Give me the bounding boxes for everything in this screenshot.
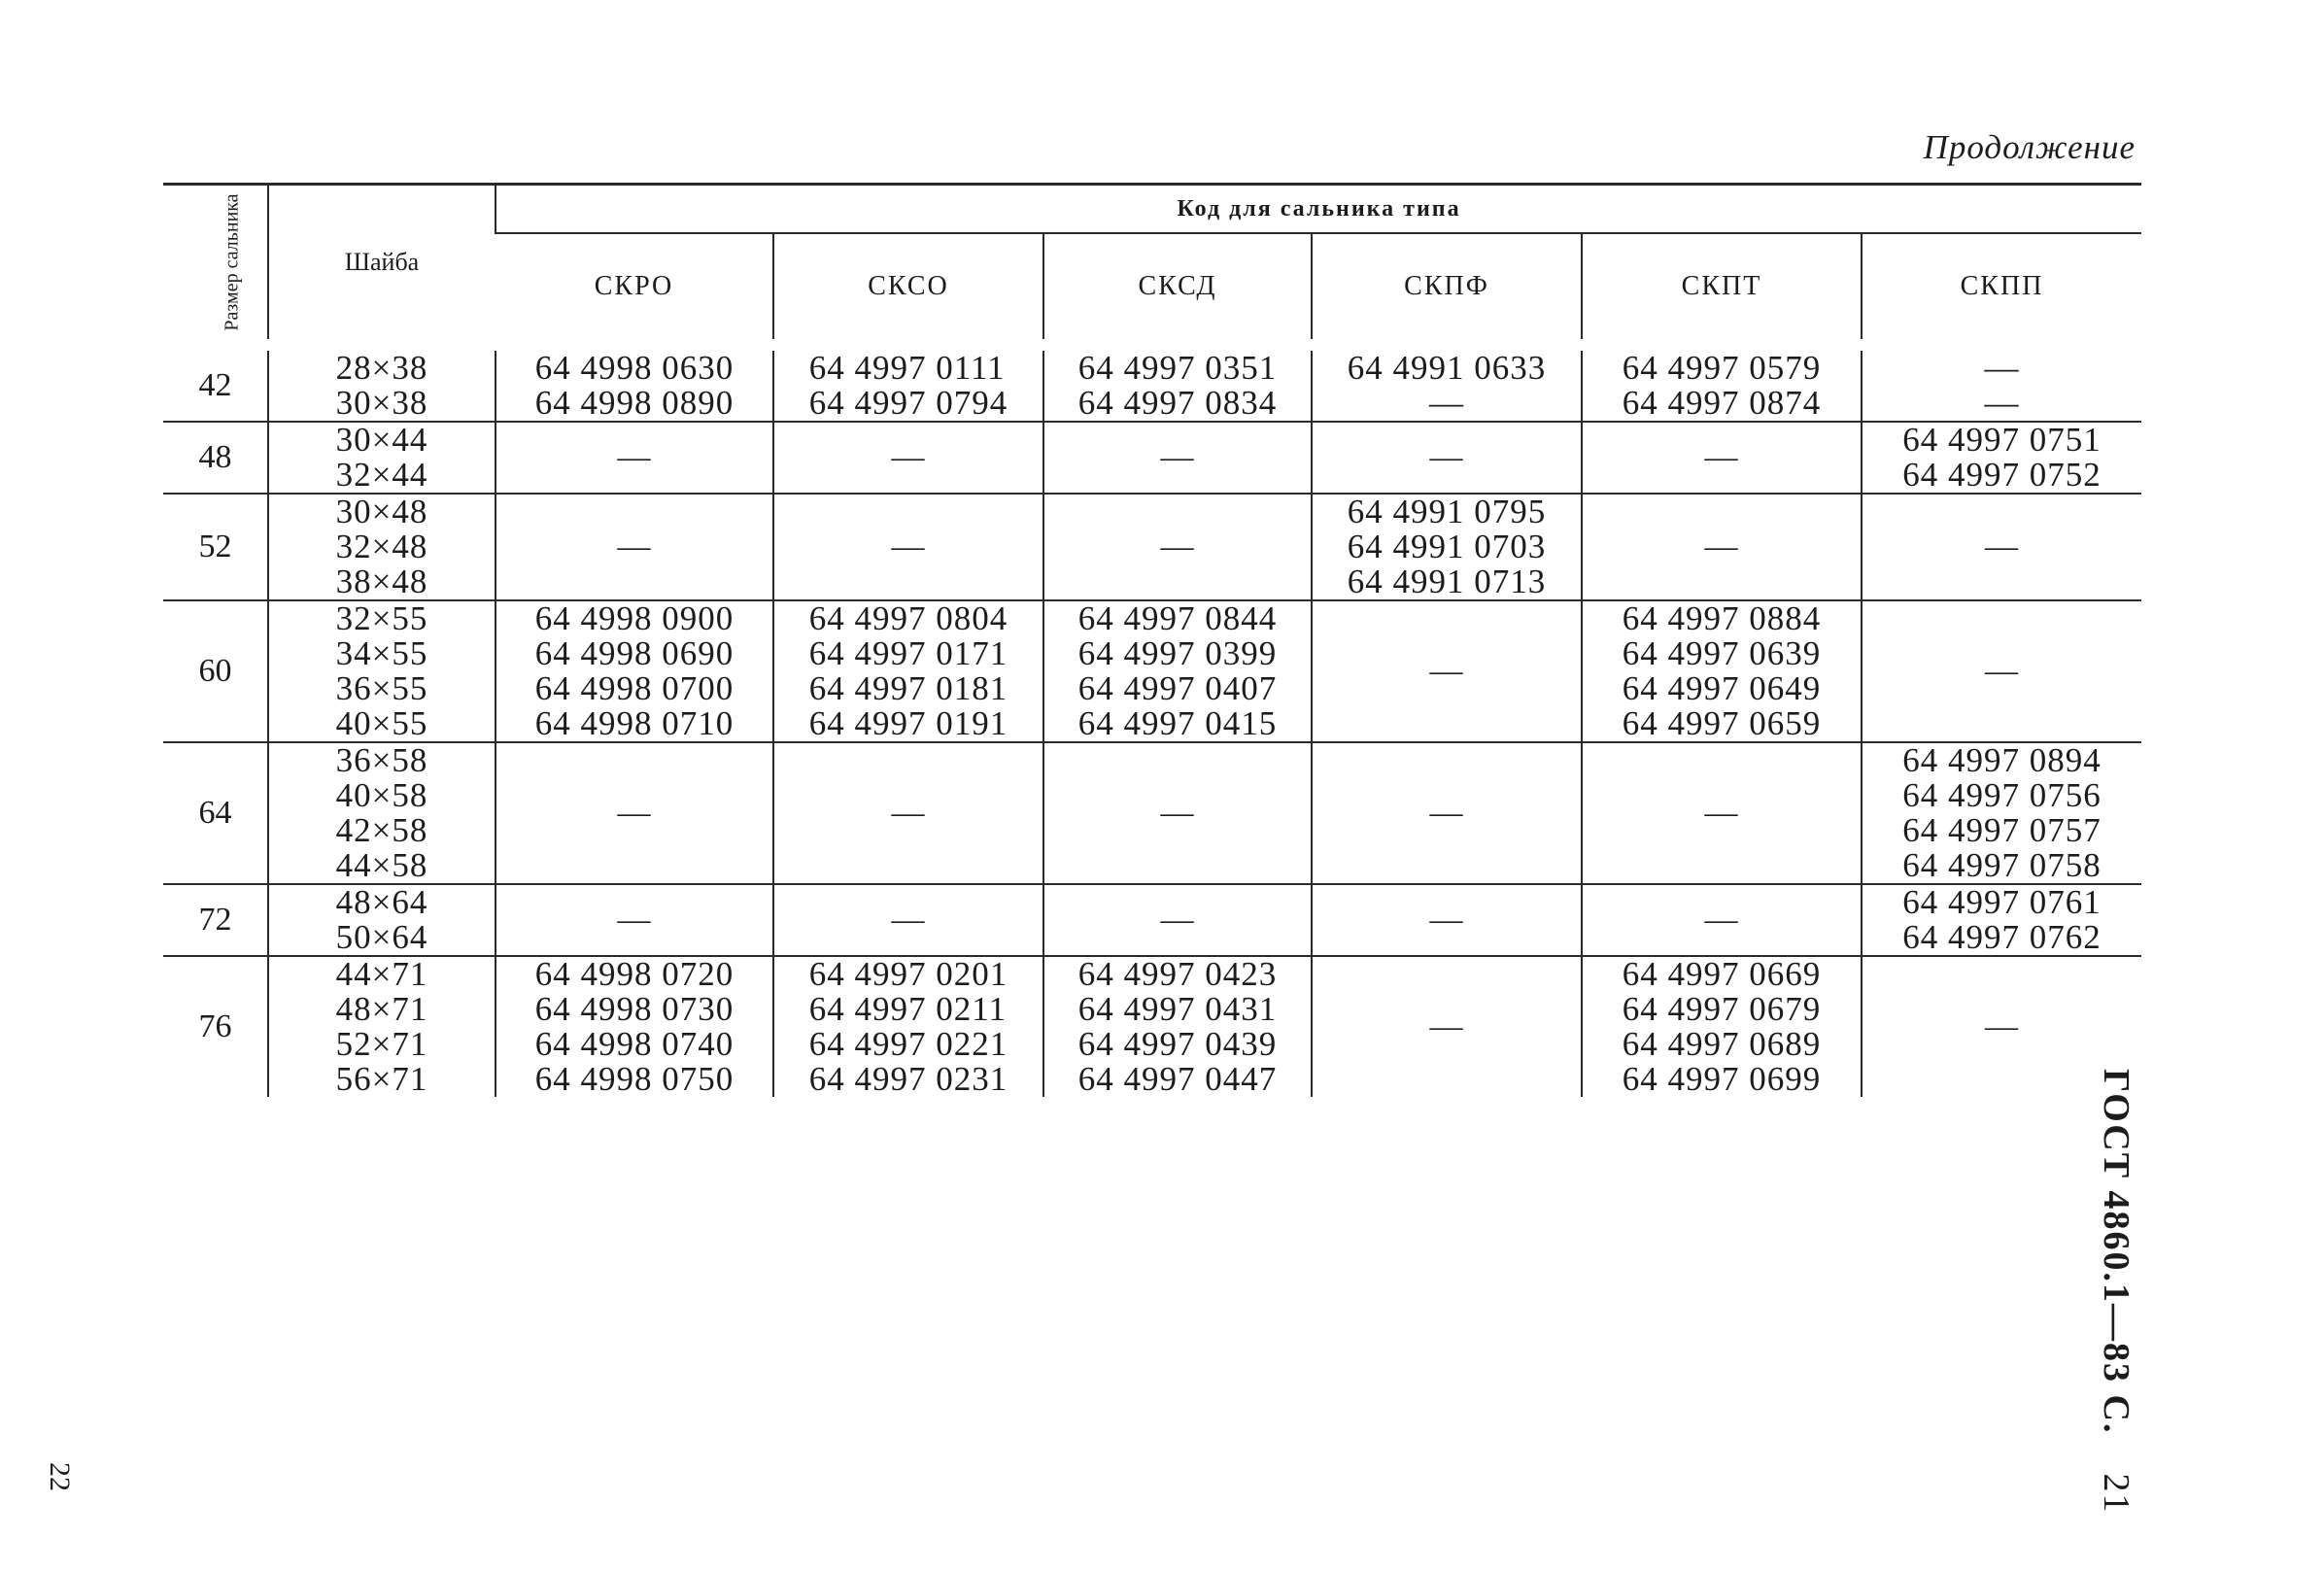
- no-code-dash: —: [617, 902, 652, 938]
- product-code: 64 4997 0171: [808, 634, 1008, 672]
- product-code: 64 4997 0758: [1902, 846, 2102, 884]
- size-column-header-text: Размер сальника: [221, 193, 243, 331]
- washer-size: 48×71: [335, 990, 428, 1028]
- product-code: 64 4997 0794: [808, 384, 1008, 422]
- product-code: 64 4997 0884: [1622, 599, 1822, 637]
- product-code: 64 4998 0740: [534, 1025, 735, 1063]
- code-list: [1902, 885, 2102, 955]
- code-list: [892, 529, 926, 564]
- code-cell-СКПФ: [1312, 345, 1582, 422]
- code-cell-СКСО: [773, 422, 1043, 494]
- code-cell-СКПТ: [1582, 884, 1862, 956]
- code-cell-СКПФ: [1312, 494, 1582, 600]
- code-list: [1161, 440, 1195, 475]
- product-code: 64 4997 0111: [808, 349, 1006, 387]
- code-list: [618, 440, 652, 475]
- washer-list: [336, 743, 428, 883]
- code-list: [1705, 796, 1739, 831]
- product-code: 64 4997 0191: [808, 704, 1008, 742]
- no-code-dash: —: [1160, 529, 1195, 564]
- product-code: 64 4997 0211: [808, 990, 1007, 1028]
- washer-size: 36×58: [335, 741, 428, 779]
- product-code: 64 4997 0689: [1622, 1025, 1822, 1063]
- code-list: [1348, 351, 1547, 421]
- table-body: [163, 345, 2141, 1097]
- standard-designation: [2095, 1069, 2137, 1514]
- product-code: 64 4997 0431: [1077, 990, 1278, 1028]
- code-cell-СКРО: [496, 600, 773, 742]
- product-code: 64 4998 0710: [534, 704, 735, 742]
- washer-list: [336, 423, 428, 493]
- washer-list: [336, 885, 428, 955]
- product-code: 64 4998 0720: [534, 955, 735, 993]
- code-list: [1705, 440, 1739, 475]
- code-cell-СКПП: [1862, 345, 2141, 422]
- washer-size: 32×48: [335, 528, 428, 565]
- code-list: [1430, 654, 1464, 689]
- code-cell-СКСО: [773, 956, 1043, 1097]
- washer-size: 36×55: [335, 669, 428, 707]
- code-list: [1623, 601, 1822, 741]
- code-list: [892, 796, 926, 831]
- code-cell-СКСД: [1043, 422, 1312, 494]
- washer-cell: [268, 494, 496, 600]
- code-list: [809, 957, 1008, 1097]
- code-list: [1623, 351, 1822, 421]
- type-header-5: СКПТ: [1582, 233, 1862, 345]
- code-list: [1985, 1009, 2019, 1044]
- table-row: [163, 742, 2141, 884]
- code-cell-СКРО: [496, 345, 773, 422]
- product-code: 64 4998 0730: [534, 990, 735, 1028]
- washer-size: 30×48: [335, 493, 428, 530]
- product-code: 64 4997 0181: [808, 669, 1008, 707]
- type-header-6: СКПП: [1862, 233, 2141, 345]
- no-code-dash: —: [617, 795, 652, 831]
- washer-list: [336, 351, 428, 421]
- no-code-dash: —: [1429, 439, 1464, 475]
- no-code-dash: —: [891, 439, 926, 475]
- code-list: [618, 796, 652, 831]
- code-cell-СКПФ: [1312, 422, 1582, 494]
- product-code: 64 4997 0762: [1902, 918, 2102, 956]
- code-cell-СКПТ: [1582, 956, 1862, 1097]
- code-cell-СКПТ: [1582, 600, 1862, 742]
- continuation-label: Продолжение: [1923, 128, 2136, 166]
- code-cell-СКПП: [1862, 494, 2141, 600]
- standard-code: ГОСТ 4860.1—83 С.: [2096, 1069, 2136, 1435]
- code-cell-СКСО: [773, 494, 1043, 600]
- product-code: 64 4997 0894: [1902, 741, 2102, 779]
- code-cell-СКРО: [496, 422, 773, 494]
- code-cell-СКПП: [1862, 422, 2141, 494]
- table-row: [163, 422, 2141, 494]
- washer-size: 44×71: [335, 955, 428, 993]
- code-list: [1430, 903, 1464, 938]
- code-cell-СКСО: [773, 884, 1043, 956]
- product-code: 64 4997 0447: [1077, 1060, 1278, 1098]
- product-code: 64 4997 0874: [1622, 384, 1822, 422]
- washer-size: 48×64: [335, 883, 428, 921]
- washer-size: 30×44: [335, 421, 428, 459]
- washer-list: [336, 957, 428, 1097]
- code-list: [1161, 796, 1195, 831]
- product-code: 64 4997 0201: [808, 955, 1008, 993]
- code-list: [1078, 601, 1278, 741]
- code-list: [1078, 957, 1278, 1097]
- code-cell-СКСД: [1043, 345, 1312, 422]
- code-cell-СКРО: [496, 742, 773, 884]
- code-list: [1430, 1009, 1464, 1044]
- washer-size: 40×55: [335, 704, 428, 742]
- product-code: 64 4997 0351: [1077, 349, 1278, 387]
- washer-cell: [268, 600, 496, 742]
- no-code-dash: —: [1984, 384, 2020, 422]
- product-code: 64 4997 0752: [1902, 456, 2102, 494]
- washer-size: 56×71: [335, 1060, 428, 1098]
- code-list: [1985, 351, 2020, 421]
- product-code: 64 4991 0713: [1347, 563, 1547, 600]
- washer-size: 38×48: [335, 563, 428, 600]
- code-cell-СКСД: [1043, 742, 1312, 884]
- code-cell-СКСД: [1043, 494, 1312, 600]
- washer-cell: [268, 345, 496, 422]
- washer-cell: [268, 884, 496, 956]
- code-cell-СКПТ: [1582, 345, 1862, 422]
- washer-size: 52×71: [335, 1025, 428, 1063]
- table-row: [163, 600, 2141, 742]
- code-list: [1705, 529, 1739, 564]
- product-code: 64 4991 0795: [1347, 493, 1547, 530]
- size-cell: 48: [163, 422, 268, 494]
- code-list: [1623, 957, 1822, 1097]
- product-code: 64 4998 0690: [534, 634, 735, 672]
- no-code-dash: —: [1429, 902, 1464, 938]
- gland-code-table: [163, 183, 2141, 1097]
- product-code: 64 4991 0703: [1347, 528, 1547, 565]
- product-code: 64 4997 0844: [1077, 599, 1278, 637]
- code-cell-СКПФ: [1312, 742, 1582, 884]
- no-code-dash: —: [1985, 529, 2020, 564]
- page-number: 21: [2096, 1473, 2136, 1515]
- code-list: [535, 957, 735, 1097]
- code-cell-СКПФ: [1312, 600, 1582, 742]
- size-cell: 52: [163, 494, 268, 600]
- code-cell-СКПП: [1862, 956, 2141, 1097]
- washer-size: 32×44: [335, 456, 428, 494]
- code-list: [892, 903, 926, 938]
- no-code-dash: —: [1704, 439, 1739, 475]
- no-code-dash: —: [1429, 384, 1464, 422]
- size-column-header: [163, 185, 268, 346]
- code-list: [1348, 495, 1547, 599]
- code-list: [535, 351, 735, 421]
- code-list: [892, 440, 926, 475]
- code-list: [1705, 903, 1739, 938]
- product-code: 64 4997 0579: [1622, 349, 1822, 387]
- no-code-dash: —: [1429, 1008, 1464, 1044]
- code-cell-СКПФ: [1312, 884, 1582, 956]
- product-code: 64 4998 0700: [534, 669, 735, 707]
- type-header-1: СКРО: [496, 233, 773, 345]
- code-cell-СКПФ: [1312, 956, 1582, 1097]
- product-code: 64 4997 0407: [1077, 669, 1278, 707]
- code-list: [1902, 743, 2102, 883]
- code-list: [618, 903, 652, 938]
- code-cell-СКСО: [773, 742, 1043, 884]
- washer-size: 50×64: [335, 918, 428, 956]
- code-list: [809, 351, 1008, 421]
- size-cell: 76: [198, 1008, 232, 1044]
- code-cell-СКПП: [1862, 884, 2141, 956]
- code-list: [1078, 351, 1278, 421]
- product-code: 64 4997 0761: [1902, 883, 2102, 921]
- code-cell-СКРО: [496, 956, 773, 1097]
- no-code-dash: —: [1984, 349, 2020, 387]
- size-cell: 64: [163, 742, 268, 884]
- washer-size: 42×58: [335, 811, 428, 849]
- code-list: [1985, 654, 2019, 689]
- type-header-3: СКСД: [1043, 233, 1312, 345]
- no-code-dash: —: [1429, 653, 1464, 689]
- code-cell-СКПТ: [1582, 494, 1862, 600]
- type-header-2: СКСО: [773, 233, 1043, 345]
- no-code-dash: —: [1160, 795, 1195, 831]
- washer-cell: [268, 422, 496, 494]
- code-list: [1902, 423, 2102, 493]
- code-cell-СКПП: [1862, 600, 2141, 742]
- washer-column-header: Шайба: [268, 185, 496, 346]
- code-cell-СКСД: [1043, 884, 1312, 956]
- washer-size: 28×38: [335, 349, 428, 387]
- washer-list: [336, 601, 428, 741]
- product-code: 64 4998 0890: [534, 384, 735, 422]
- size-cell: 60: [163, 600, 268, 742]
- product-code: 64 4997 0415: [1077, 704, 1278, 742]
- washer-size: 44×58: [335, 846, 428, 884]
- table-row: [163, 345, 2141, 422]
- code-cell-СКРО: [496, 884, 773, 956]
- code-cell-СКРО: [496, 494, 773, 600]
- washer-size: 40×58: [335, 776, 428, 814]
- product-code: 64 4997 0221: [808, 1025, 1008, 1063]
- size-cell: 42: [163, 345, 268, 422]
- type-header-4: СКПФ: [1312, 233, 1582, 345]
- product-code: 64 4997 0834: [1077, 384, 1278, 422]
- product-code: 64 4997 0231: [808, 1060, 1008, 1098]
- code-cell-СКПП: [1862, 742, 2141, 884]
- no-code-dash: —: [617, 529, 652, 564]
- no-code-dash: —: [1985, 653, 2020, 689]
- code-cell-СКСО: [773, 345, 1043, 422]
- washer-cell: [268, 742, 496, 884]
- code-list: [1985, 529, 2019, 564]
- code-list: [1161, 529, 1195, 564]
- no-code-dash: —: [1704, 902, 1739, 938]
- code-cell-СКСО: [773, 600, 1043, 742]
- no-code-dash: —: [891, 795, 926, 831]
- table-row: [163, 494, 2141, 600]
- product-code: 64 4997 0756: [1902, 776, 2102, 814]
- product-code: 64 4997 0639: [1622, 634, 1822, 672]
- size-cell: 72: [163, 884, 268, 956]
- washer-size: 32×55: [335, 599, 428, 637]
- no-code-dash: —: [891, 529, 926, 564]
- washer-size: 34×55: [335, 634, 428, 672]
- product-code: 64 4997 0679: [1622, 990, 1822, 1028]
- code-list: [1430, 440, 1464, 475]
- washer-size: 30×38: [335, 384, 428, 422]
- product-code: 64 4997 0804: [808, 599, 1008, 637]
- no-code-dash: —: [1704, 529, 1739, 564]
- code-list: [535, 601, 735, 741]
- code-cell-СКСД: [1043, 600, 1312, 742]
- code-cell-СКСД: [1043, 956, 1312, 1097]
- code-list: [809, 601, 1008, 741]
- product-code: 64 4997 0439: [1077, 1025, 1278, 1063]
- washer-cell: [268, 956, 496, 1097]
- product-code: 64 4997 0649: [1622, 669, 1822, 707]
- product-code: 64 4998 0900: [534, 599, 735, 637]
- product-code: 64 4997 0757: [1902, 811, 2102, 849]
- no-code-dash: —: [1985, 1008, 2020, 1044]
- gland-type-group-header: Код для сальника типа: [496, 185, 2141, 234]
- product-code: 64 4998 0630: [534, 349, 735, 387]
- no-code-dash: —: [1160, 902, 1195, 938]
- code-list: [1430, 796, 1464, 831]
- product-code: 64 4997 0659: [1622, 704, 1822, 742]
- no-code-dash: —: [1429, 795, 1464, 831]
- no-code-dash: —: [1160, 439, 1195, 475]
- product-code: 64 4997 0669: [1622, 955, 1822, 993]
- code-list: [618, 529, 652, 564]
- code-cell-СКПТ: [1582, 422, 1862, 494]
- table-row: [163, 884, 2141, 956]
- table-row: [163, 956, 2141, 1097]
- washer-list: [336, 495, 428, 599]
- no-code-dash: —: [1704, 795, 1739, 831]
- product-code: 64 4998 0750: [534, 1060, 735, 1098]
- product-code: 64 4997 0399: [1077, 634, 1278, 672]
- code-list: [1161, 903, 1195, 938]
- no-code-dash: —: [891, 902, 926, 938]
- code-cell-СКПТ: [1582, 742, 1862, 884]
- product-code: 64 4997 0699: [1622, 1060, 1822, 1098]
- product-code: 64 4991 0633: [1347, 349, 1547, 387]
- no-code-dash: —: [617, 439, 652, 475]
- left-page-number: 22: [44, 1462, 76, 1491]
- product-code: 64 4997 0751: [1902, 421, 2102, 459]
- product-code: 64 4997 0423: [1077, 955, 1278, 993]
